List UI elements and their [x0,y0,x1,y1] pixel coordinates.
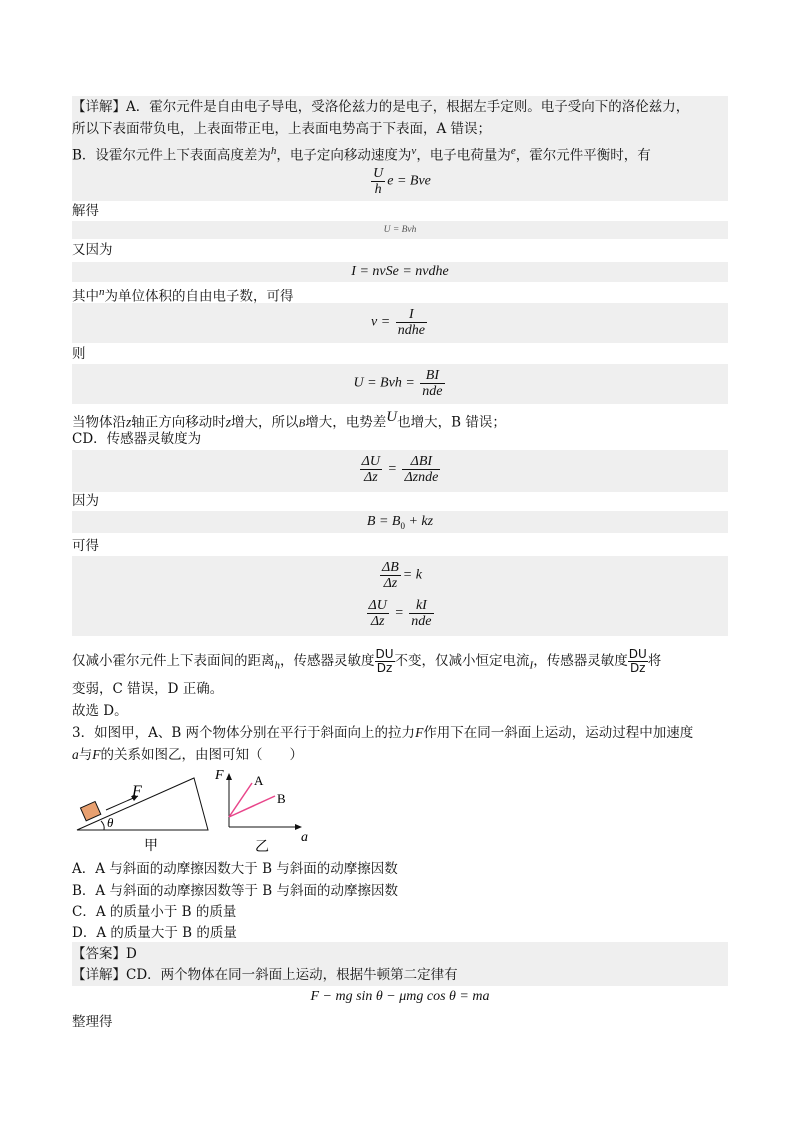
text-span: 的关系如图乙，由图可知（ ） [100,747,303,763]
denominator: Δz [363,470,378,485]
text-span: 作用下在同一斜面上运动，运动过程中加速度 [423,725,694,741]
variable: B [298,417,306,430]
fraction [360,454,382,485]
numerator: ΔU [361,454,380,469]
variable: h [270,145,277,157]
variable: F [92,747,101,762]
variable: v [411,145,417,157]
equation-text: = k [402,567,422,583]
denominator: h [374,182,382,197]
text-span: 不变，仅减小恒定电流 [394,653,530,669]
text-span: 也增大，B 错误； [397,414,506,431]
line-b-label: B [277,791,286,806]
equation [72,166,728,197]
fraction [371,166,385,197]
equation: $\frac{\Delta U}{\Delta z}$ = $\frac{\text{ΔBI}}{\text{Δznde}}$ [361,454,439,485]
denominator: Dz [376,661,393,675]
text-line: 解得 [72,203,99,219]
fraction [402,454,440,485]
numerator: kI [409,598,433,614]
option-c: C．A 的质量小于 B 的质量 [72,904,237,920]
question-stem [72,722,728,744]
equation [72,511,728,537]
variable: h [274,659,280,672]
question-stem [72,744,728,766]
answer-line: 【答案】D [72,946,137,962]
equation: F − mg sin θ − μmg cos θ = ma [310,989,490,1004]
text-span: ，传感器灵敏度 [280,653,375,669]
detail-line [72,140,728,167]
text-line: 故选 D。 [72,703,128,719]
equation-text: U = Bvh = [353,375,415,391]
equation-text: e = Bve [387,173,431,189]
block-rect [80,802,100,821]
f-axis-label: F [215,768,224,783]
fraction [628,648,648,675]
text-span: 为单位体积的自由电子数，可得 [104,288,294,305]
fraction [396,307,427,338]
variable: U [386,409,398,425]
equation [72,560,728,591]
text-line: CD．传感器灵敏度为 [72,431,202,447]
numerator: DU [375,647,394,661]
denominator: Δz [383,576,398,591]
detail-line: 所以下表面带负电，上表面带正电，上表面电势高于下表面，A 错误； [72,121,492,137]
variable: I [529,659,534,672]
f-axis-arrow [226,773,232,780]
variable: a [72,747,79,762]
variable: z [225,414,232,430]
variable: F [415,725,424,740]
numerator: I [396,307,427,323]
denominator: nde [411,614,432,629]
text-span: 轴正方向移动时 [131,414,226,431]
variable: e [510,145,516,157]
detail-line: 【详解】CD．两个物体在同一斜面上运动，根据牛顿第二定律有 [72,967,458,983]
text-span: 3．如图甲，A、B 两个物体分别在平行于斜面向上的拉力 [72,725,416,741]
graph-figure [215,765,315,855]
numerator: U [373,166,384,181]
numerator: ΔB [382,560,399,575]
line-a-label: A [254,773,264,788]
equation: I = nvSe = nvdhe [351,264,449,279]
angle-label: θ [107,815,114,830]
option-a: A．A 与斜面的动摩擦因数大于 B 与斜面的动摩擦因数 [72,861,398,877]
incline-figure [72,770,222,855]
equation-text: v = [371,314,391,330]
denominator: Δznde [404,470,439,485]
text-span: ，电子电荷量为 [416,147,511,164]
fraction [375,648,395,675]
option-d: D．A 的质量大于 B 的质量 [72,925,237,941]
force-label: F [132,783,142,800]
text-span: 其中 [72,288,99,305]
text-line [72,648,728,677]
equation-text: + kz [404,514,434,529]
denominator: Δz [370,614,385,629]
text-span: ，霍尔元件平衡时，有 [515,147,651,164]
block [80,802,100,821]
text-line: 可得 [72,538,99,554]
fraction [380,560,401,591]
denominator: nde [422,384,443,399]
text-span: 将 [647,653,662,669]
text-line: 整理得 [72,1014,113,1030]
numerator: BI [420,368,444,384]
text-span: 增大，电势差 [305,414,387,431]
figure-caption: 乙 [255,840,269,855]
denominator: ndhe [397,323,425,338]
subscript: 0 [400,520,405,531]
equation: U = Bvh [383,225,417,235]
text-span: 增大，所以 [231,414,299,431]
equation [72,368,728,399]
numerator: ΔU [368,598,387,613]
variable: z [126,414,132,430]
text-line: 因为 [72,493,99,509]
text-span: 与 [78,747,93,763]
denominator: Dz [629,661,646,675]
equation-text: B = B [366,514,401,529]
text-line [72,281,728,308]
fraction [420,368,444,399]
text-span: 仅减小霍尔元件上下表面间的距离 [72,653,275,669]
text-line: 则 [72,346,86,362]
equation [72,307,728,338]
equation: $\frac{\Delta U}{\Delta z}$ = $\frac{kI}{\text{nde}}$ [368,598,432,629]
text-line: 变弱，C 错误，D 正确。 [72,681,224,697]
fraction [367,598,389,629]
angle-arc [101,821,104,830]
text-span: 当物体沿 [72,414,126,431]
a-axis-label: a [301,830,308,845]
figure-caption: 甲 [144,839,158,854]
numerator: DU [628,647,647,661]
text-span: ，电子定向移动速度为 [276,147,412,164]
fraction [409,598,433,629]
option-b: B．A 与斜面的动摩擦因数等于 B 与斜面的动摩擦因数 [72,883,398,899]
text-span: B．设霍尔元件上下表面高度差为 [72,147,271,164]
text-span: ，传感器灵敏度 [533,653,628,669]
detail-line: 【详解】A．霍尔元件是自由电子导电，受洛伦兹力的是电子，根据左手定则。电子受向下的洛伦兹力， [72,99,690,115]
text-line: 又因为 [72,242,113,258]
variable: n [99,286,105,298]
numerator: ΔBI [402,454,440,470]
